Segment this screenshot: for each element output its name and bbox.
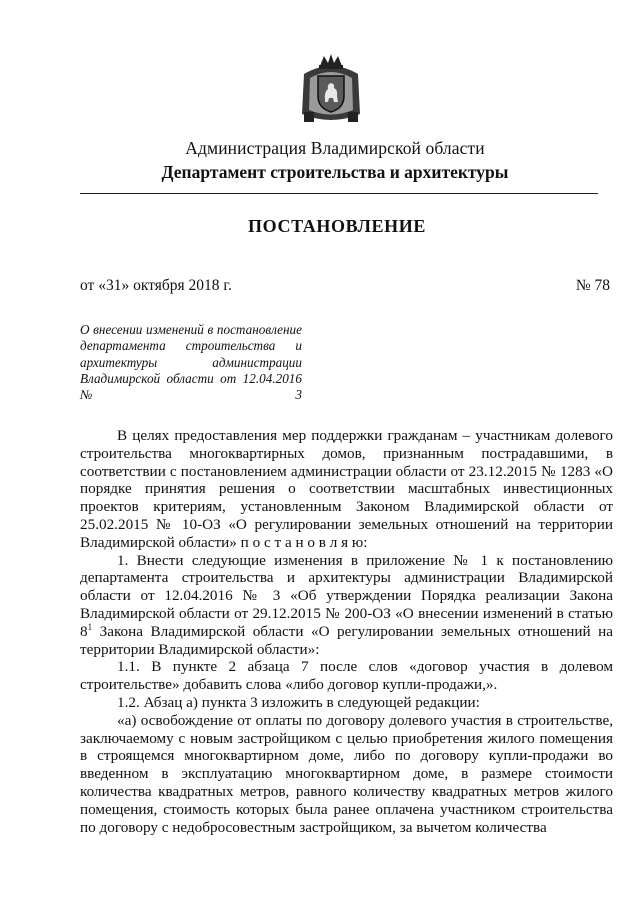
organization-name: Администрация Владимирской области (185, 138, 485, 158)
paragraph-item-1-text-cont: Закона Владимирской области «О регулировании земельных отношений на территории Владимирской области»: (80, 622, 613, 658)
paragraph-item-a: «а) освобождение от оплаты по договору долевого участия в строительстве, заключаемому с новым застройщиком с целью приобретения жилого помещения в строящемся многоквартирном доме, либо по договору купли-продажи во введенном в эксплуатацию многоквартирном доме, в размере стоимости количества квадратных метров, равного количеству квадратных метров жилого помещения, стоимость которых была ранее оплачена участником строительства по договору с недобросовестным застройщиком, за вычетом количества (80, 711, 613, 836)
paragraph-item-1 (80, 552, 613, 659)
paragraph-preamble: В целях предоставления мер поддержки гражданам – участникам долевого строительства многоквартирных домов, признанным пострадавшими, в соответствии с постановлением администрации области от 23.12.2015 № 1283 «О порядке принятия решения о соответствии масштабных инвестиционных проектов критериям, установленным Законом Владимирской области от 25.02.2015 № 10-ОЗ «О регулировании земельных отношений на территории Владимирской области» п о с т а н о в л я ю: (80, 427, 613, 551)
department-name: Департамент строительства и архитектуры (161, 162, 509, 182)
document-date: от «31» октября 2018 г. (80, 277, 232, 294)
document-type: ПОСТАНОВЛЕНИЕ (248, 216, 426, 236)
document-body (80, 427, 613, 836)
article-superscript: 1 (87, 621, 93, 632)
header-divider (80, 193, 598, 194)
document-number: № 78 (575, 277, 610, 294)
paragraph-item-1-2: 1.2. Абзац а) пункта 3 изложить в следующей редакции: (117, 693, 480, 711)
coat-of-arms-icon (298, 52, 364, 124)
document-subject: О внесении изменений в постановление департамента строительства и архитектуры администрации Владимирской области от 12.04.2016 № 3 (80, 322, 302, 403)
paragraph-item-1-text: 1. Внести следующие изменения в приложение № 1 к постановлению департамента строительства и архитектуры администрации Владимирской области от 12.04.2016 № 3 «Об утверждении Порядка реализации Закона Владимирской области от 29.12.2015 № 200-ОЗ «О внесении изменений в статью 8 (80, 551, 613, 640)
paragraph-item-1-1: 1.1. В пункте 2 абзаца 7 после слов «договор участия в долевом строительстве» добавить слова «либо договор купли-продажи,». (80, 658, 613, 694)
